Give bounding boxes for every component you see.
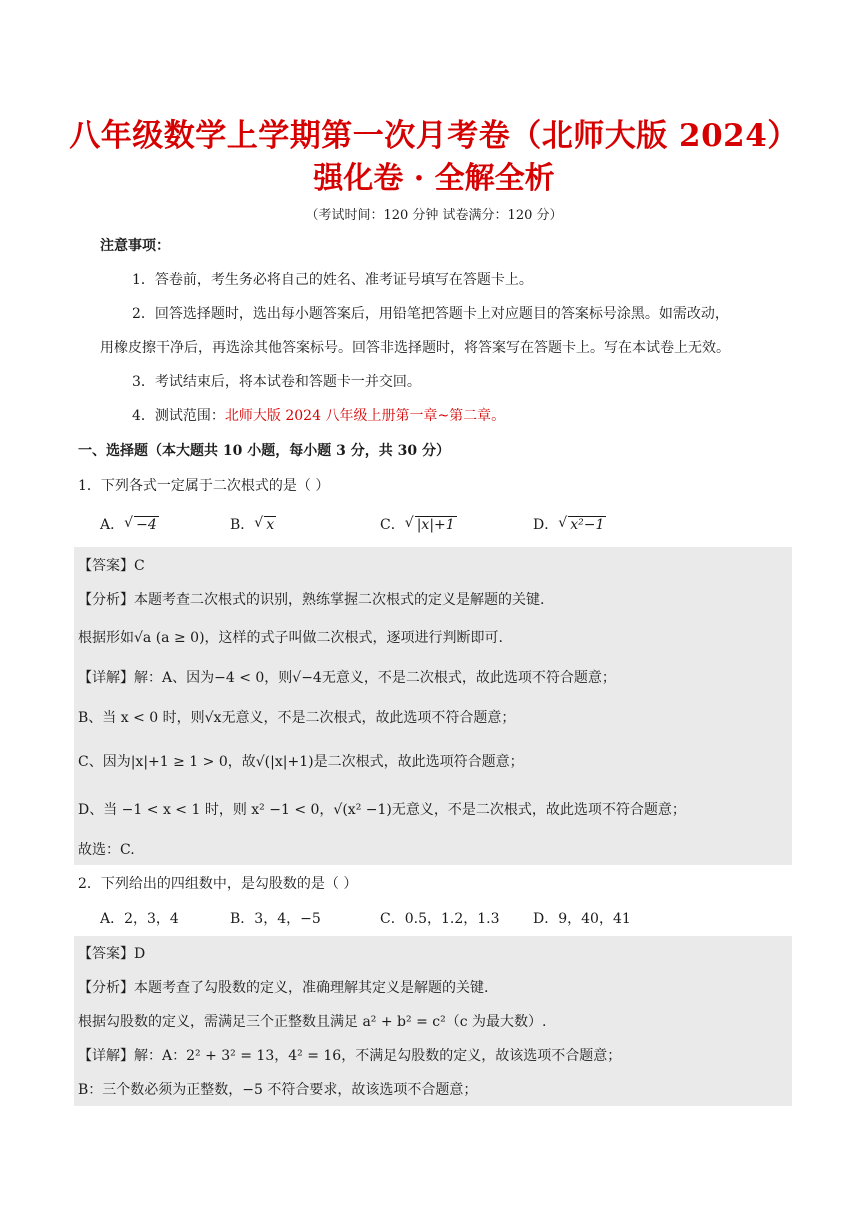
q1-analysis: 【分析】本题考查二次根式的识别，熟练掌握二次根式的定义是解题的关键. <box>78 592 545 608</box>
q1-option-c <box>380 514 457 534</box>
q1-option-b-value: x <box>266 517 275 533</box>
q1-option-d-label: D． <box>533 517 559 533</box>
q1-stem: 1．下列各式一定属于二次根式的是（ ） <box>78 478 330 494</box>
q1-detail-1: 【详解】解：A、因为−4 < 0，则√−4无意义，不是二次根式，故此选项不符合题意； <box>78 670 616 686</box>
notice-item-2: 2．回答选择题时，选出每小题答案后，用铅笔把答题卡上对应题目的答案标号涂黑。如需改动， <box>132 306 729 322</box>
q1-detail-4: D、当 −1 < x < 1 时，则 x² −1 < 0，√(x² −1)无意义，不是二次根式，故此选项不符合题意； <box>78 802 686 818</box>
q1-option-a-label: A． <box>100 517 125 533</box>
notice-item-2-cont: 用橡皮擦干净后，再选涂其他答案标号。回答非选择题时，将答案写在答题卡上。写在本试卷上无效。 <box>100 340 730 356</box>
q2-option-c: C．0.5，1.2，1.3 <box>380 911 500 927</box>
notice-item-1: 1．答卷前，考生务必将自己的姓名、准考证号填写在答题卡上。 <box>132 272 533 288</box>
q1-analysis-2: 根据形如√a (a ≥ 0)，这样的式子叫做二次根式，逐项进行判断即可. <box>78 630 503 646</box>
q1-detail-3: C、因为|x|+1 ≥ 1 > 0，故√(|x|+1)是二次根式，故此选项符合题意； <box>78 754 524 770</box>
q2-option-a: A．2，3，4 <box>100 911 179 927</box>
q2-analysis: 【分析】本题考查了勾股数的定义，准确理解其定义是解题的关键. <box>78 980 489 996</box>
q1-option-b-label: B． <box>230 517 255 533</box>
q1-option-c-label: C． <box>380 517 405 533</box>
q1-option-a <box>100 514 159 534</box>
notice-heading: 注意事项： <box>100 238 170 254</box>
section-heading-choice: 一、选择题（本大题共 10 小题，每小题 3 分，共 30 分） <box>78 443 450 459</box>
notice-item-3: 3．考试结束后，将本试卷和答题卡一并交回。 <box>132 374 421 390</box>
q1-option-d-value: x²−1 <box>570 517 605 533</box>
q2-option-b: B．3，4，−5 <box>230 911 321 927</box>
q2-stem: 2．下列给出的四组数中，是勾股数的是（ ） <box>78 876 358 892</box>
q1-detail-5: 故选：C. <box>78 842 135 858</box>
q2-detail-1: 【详解】解：A：2² + 3² = 13，4² = 16，不满足勾股数的定义，故该选项不合题意； <box>78 1048 622 1064</box>
exam-info: （考试时间：120 分钟 试卷满分：120 分） <box>305 208 563 223</box>
test-range: 北师大版 2024 八年级上册第一章~第二章。 <box>224 408 506 424</box>
notice-item-4 <box>132 406 505 426</box>
notice-item-4-prefix: 4．测试范围： <box>132 408 225 424</box>
q2-detail-2: B：三个数必须为正整数，−5 不符合要求，故该选项不合题意； <box>78 1082 478 1098</box>
q1-option-a-value: −4 <box>136 517 157 533</box>
q1-option-c-value: |x|+1 <box>416 517 455 533</box>
q1-answer: 【答案】C <box>78 558 145 574</box>
q2-answer: 【答案】D <box>78 946 146 962</box>
q1-option-b <box>230 514 276 534</box>
page-subtitle-title: 强化卷 · 全解全析 <box>313 161 555 196</box>
page-title: 八年级数学上学期第一次月考卷（北师大版 2024） <box>69 118 799 154</box>
q1-option-d <box>533 514 606 534</box>
q2-analysis-2: 根据勾股数的定义，需满足三个正整数且满足 a² + b² = c²（c 为最大数）. <box>78 1014 547 1030</box>
q2-option-d: D．9，40，41 <box>533 911 631 927</box>
q1-detail-2: B、当 x < 0 时，则√x无意义，不是二次根式，故此选项不符合题意； <box>78 710 516 726</box>
